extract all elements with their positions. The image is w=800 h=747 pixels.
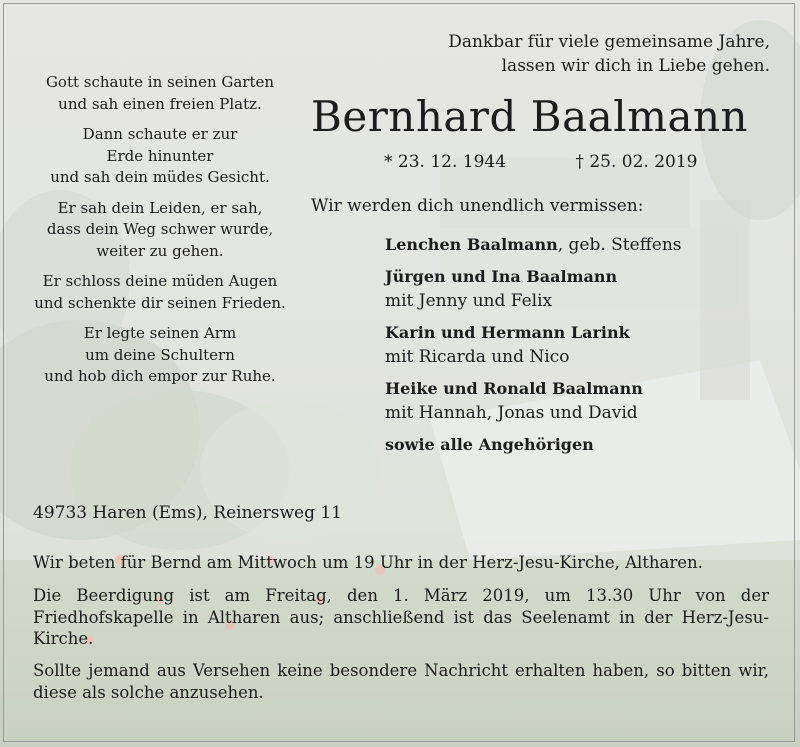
family-entry — [385, 232, 682, 258]
poem-stanza: Er sah dein Leiden, er sah, dass dein Weg schwer wurde, weiter zu gehen. — [46, 198, 274, 260]
family-name: Jürgen und Ina Baalmann — [385, 267, 618, 286]
deceased-name: Bernhard Baalmann — [311, 92, 749, 141]
poem-stanza: Er legte seinen Arm um deine Schultern und hob dich empor zur Ruhe. — [44, 324, 276, 385]
life-dates — [384, 152, 698, 172]
miss-line: Wir werden dich unendlich vermissen: — [311, 196, 644, 216]
family-name: sowie alle Angehörigen — [385, 435, 594, 454]
poem-stanza: Dann schaute er zur Erde hinunter und sah dein müdes Gesicht. — [50, 125, 270, 186]
family-name: Lenchen Baalmann — [385, 235, 558, 254]
poem-stanza: Er schloss deine müden Augen und schenkte dir seinen Frieden. — [34, 272, 286, 312]
poem — [14, 72, 306, 397]
birth-date: * 23. 12. 1944 — [384, 152, 507, 172]
family-entry — [385, 432, 682, 457]
family-entry — [385, 320, 682, 370]
family-detail: , geb. Steffens — [557, 235, 682, 255]
address: 49733 Haren (Ems), Reinersweg 11 — [33, 503, 342, 523]
funeral-notice: Die Beerdigung ist am Freitag, den 1. März 2019, um 13.30 Uhr von der Friedhofskapelle in Altharen aus; anschließend ist das Seelenamt in der Herz-Jesu-Kirche. — [33, 586, 769, 648]
family-list — [385, 232, 682, 463]
family-detail: mit Ricarda und Nico — [385, 347, 570, 367]
motto-text: Dankbar für viele gemeinsame Jahre, lassen wir dich in Liebe gehen. — [448, 32, 770, 76]
family-detail: mit Hannah, Jonas und David — [385, 403, 638, 423]
death-date: † 25. 02. 2019 — [575, 152, 698, 172]
family-name: Heike und Ronald Baalmann — [385, 379, 643, 398]
prayer-notice: Wir beten für Bernd am Mittwoch um 19 Uhr in der Herz-Jesu-Kirche, Altharen. — [33, 553, 703, 572]
family-entry — [385, 376, 682, 426]
family-entry — [385, 264, 682, 314]
family-name: Karin und Hermann Larink — [385, 323, 630, 342]
family-detail: mit Jenny und Felix — [385, 291, 553, 311]
poem-stanza: Gott schaute in seinen Garten und sah einen freien Platz. — [45, 73, 275, 113]
notification-notice: Sollte jemand aus Versehen keine besondere Nachricht erhalten haben, so bitten wir, diese als solche anzusehen. — [33, 661, 769, 702]
